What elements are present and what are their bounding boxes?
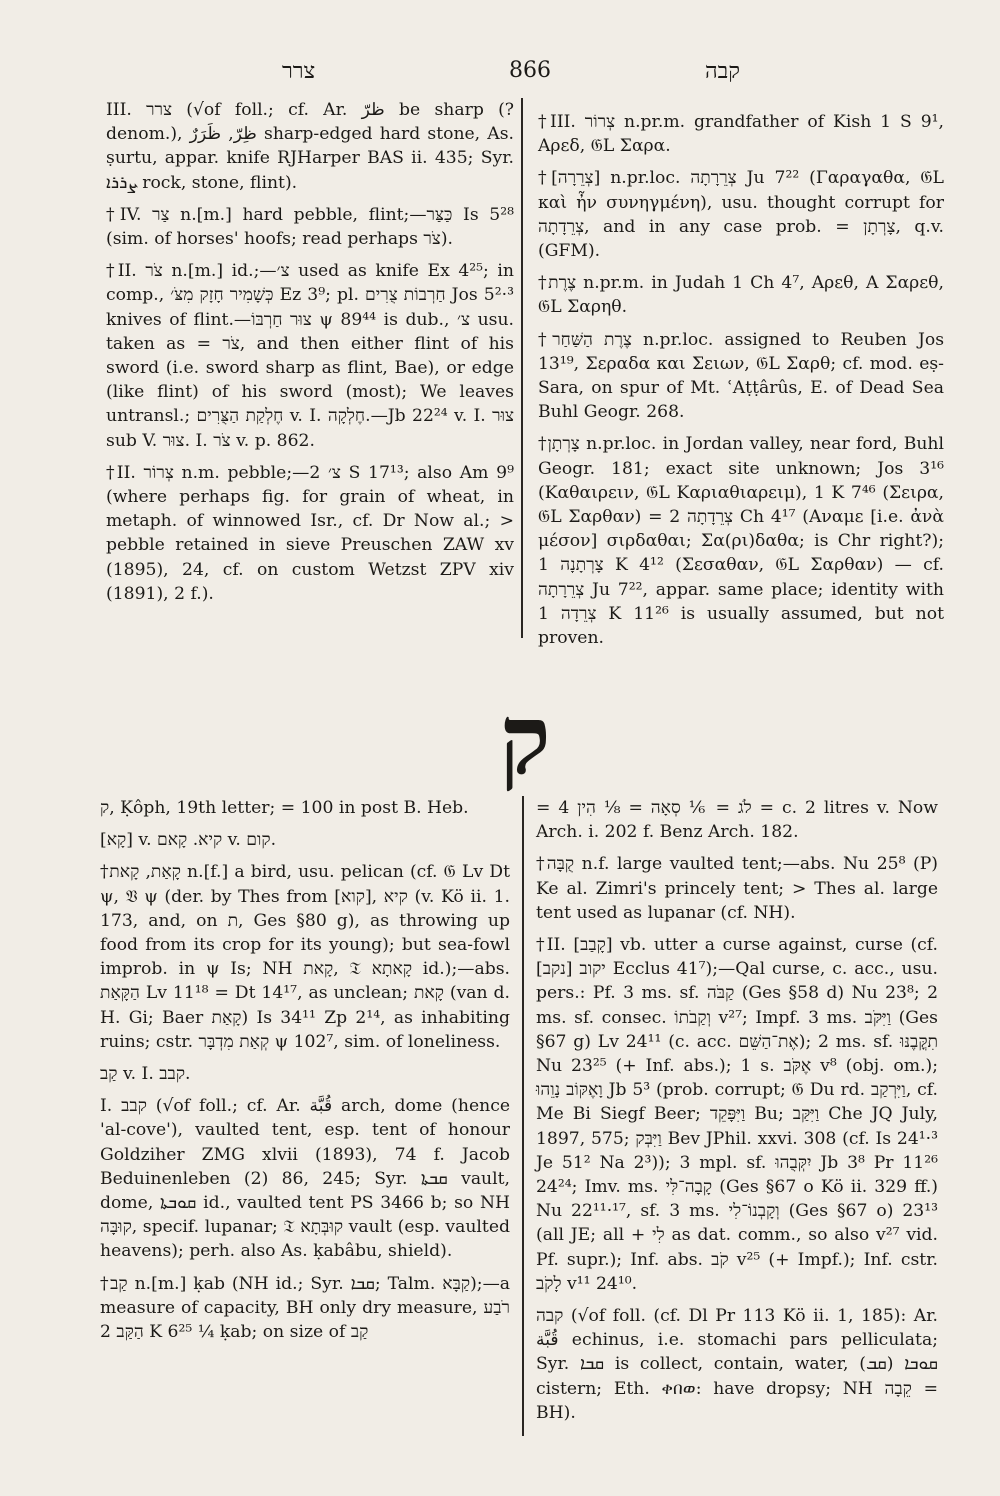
- page-number: 866: [509, 58, 551, 83]
- column-top-left: [106, 98, 514, 614]
- entry: [קָא] v. קיא. קָאם v. קום.: [100, 830, 277, 851]
- entry: †II. צְרוֹר n.m. pebble;—צ׳ 2 S 17¹³; also Am 9⁹ (where perhaps fig. for grain of wheat, in metaph. of winnowed Isr., cf. Dr Now al.; > pebble retained in sieve Preuschen ZAW xv (1895), 24, cf. on custom Wetzst ZPV xiv (1891), 2 f.).: [106, 462, 514, 604]
- entry: †III. צְרוֹר n.pr.m. grandfather of Kish 1 S 9¹, Αρεδ, 𝔊L Σαρα.: [538, 112, 945, 157]
- entry: †צֶרֶת n.pr.m. in Judah 1 Ch 4⁷, Αρεθ, A Σαρεθ, 𝔊L Σαρηθ.: [538, 273, 944, 318]
- entry: †II. צֹר n.[m.] id.;—צ׳ used as knife Ex 4²⁵; in comp., כְּשָׁמִיר חָזָק מִצֹּ׳ Ez 3⁹; pl. חַרְבוֹת צֻרִים Jos 5²·³ knives of flint.—צוּר חַרְבּוֹ ψ 89⁴⁴ is dub., צ׳ usu. taken as = צֹר, and then either flint of his sword (i.e. sword sharp as flint, Bae), or edge (like flint) of his sword (most); We leaves untransl.; חֶלְקַת הַצֻּרִים v. I. חֶלְקָה.—Jb 22²⁴ v. I. צוּר sub V. צוּר. I. צֹר v. p. 862.: [106, 261, 514, 451]
- column-top-right: [538, 110, 944, 658]
- entry: †צָרְתָן n.pr.loc. in Jordan valley, near ford, Buhl Geogr. 181; exact site unknown; Jos 3¹⁶ (Καθαιρειν, 𝔊L Καριαθιαρειμ), 1 K 7⁴⁶ (Σειρα, 𝔊L Σαρθαν) = צְרֵדָתָה 2 Ch 4¹⁷ (Αναμε [i.e. ἀνὰ μέσον] σιρδαθαι; Σα(ρι)δαθα; is Chr right?); צָרְתָנָה 1 K 4¹² (Σεσαθαν, 𝔊L Σαρθαν) — cf. צְרֵרָתָה Ju 7²², appar. same place; identity with צְרֵדָה 1 K 11²⁶ is usually assumed, but not proven.: [538, 434, 944, 649]
- section-letter: ק: [499, 683, 551, 796]
- entry: †[צְרֵרָה] n.pr.loc. צְרֵרָתָה Ju 7²² (Γαραγαθα, 𝔊L καὶ ἦν συνηγμένη), usu. thought corrupt for צְרֵדָתָה, and in any case prob. = צָרְתָן, q.v. (GFM).: [538, 168, 944, 262]
- entry: †IV. צַר n.[m.] hard pebble, flint;—כַּצַּר Is 5²⁸ (sim. of horses' hoofs; read perhaps צֹר).: [106, 204, 514, 250]
- column-bottom-right: [536, 796, 938, 1433]
- entry: I. קבב (√of foll.; cf. Ar. قُبَّة arch, dome (hence 'al-cove'), vaulted tent, esp. tent of honour Goldziher ZMG xlvii (1893), 74 f. Jacob Beduinenleben (2) 86, 245; Syr. ܩܒܬܐ vault, dome, ܩܘܒܬܐ id., vaulted tent PS 3466 b; so NH קוּבָּה, specif. lupanar; 𝔗 קוּבְּתָא vault (esp. vaulted heavens); perh. also As. ḳabâbu, shield).: [100, 1096, 510, 1262]
- entry: †II. [קָבַב] vb. utter a curse against, curse (cf. [נקב] יקוב Ecclus 41⁷);—Qal curse, c. acc., usu. pers.: Pf. 3 ms. sf. קַבֹּה (Ges §58 d) Nu 23⁸; 2 ms. sf. consec. וְקַבֹתוֹ v²⁷; Impf. 3 ms. וַיִּקֹּב (Ges §67 g) Lv 24¹¹ (c. acc. אֶת־הַשֵּׁם); 2 ms. sf. תִקֳּבֶנּוּ Nu 23²⁵ (+ Inf. abs.); 1 s. אֶקֹּב v⁸ (obj. om.); וָאֶקּוֹב נָוֵהוּ Jb 5³ (prob. corrupt; 𝔊 Du rd. וַיִּרְקַב, cf. Me Bi Siegf Beer; וַיִּפָּקֵד Bu; וַיִּקַּב Che JQ July, 1897, 575; וַיִּבְּק Bev JPhil. xxvi. 308 (cf. Is 24¹·³ Je 51² Na 2³)); 3 mpl. sf. יִקְּבֻהוּ Jb 3⁸ Pr 11²⁶ 24²⁴; Imv. ms. קָבָה־לִּי (Ges §67 o Kö ii. 329 ff.) Nu 22¹¹·¹⁷, sf. 3 ms. וְקָבְנוֹ־לִי (Ges §67 o) 23¹³ (all JE; all + לִי as dat. comm., so also v²⁷ vid. Pf. supr.); Inf. abs. קֹב v²⁵ (+ Impf.); Inf. cstr. לָקֹב v¹¹ 24¹⁰.: [536, 935, 939, 1294]
- entry: III. צרר (√of foll.; cf. Ar. ظرّ be sharp (? denom.), ظِرّ, ظَرَرٌ sharp-edged hard stone, As. ṣurtu, appar. knife RJHarper BAS ii. 435; Syr. ܨܪܪܐ rock, stone, flint).: [106, 100, 515, 193]
- entry: †קַב n.[m.] ḳab (NH id.; Syr. ܩܒܐ; Talm. קַבָּא);—a measure of capacity, BH only dry measure, רֹבַע הַקַּב 2 K 6²⁵ ¼ ḳab; on size of קַב: [100, 1273, 511, 1343]
- entry: †קֻבָּה n.f. large vaulted tent;—abs. Nu 25⁸ (P) Ke al. Zimri's princely tent; > Thes al. large tent used as lupanar (cf. NH).: [536, 854, 939, 923]
- entry: †קָאַת, קָאת n.[f.] a bird, usu. pelican (cf. 𝔊 Lv Dt ψ, 𝔙 ψ (der. by Thes from [קוא], קיא (v. Kö ii. 1. 173, and, on ת, Ges §80 g), as throwing up food from its crop for its young); but sea-fowl improb. in ψ Is; NH קָאת, 𝔗 קָאתָא id.);—abs. הַקָּאַת Lv 11¹⁸ = Dt 14¹⁷, as unclean; קָאת (van d. H. Gi; Baer קָאַת) Is 34¹¹ Zp 2¹⁴, as inhabiting ruins; cstr. קְאַת מִדְבָּר ψ 102⁷, sim. of loneliness.: [100, 862, 511, 1052]
- running-head-left: צרר: [282, 59, 316, 84]
- running-head-right: קבה: [705, 59, 741, 84]
- entry: = 4 לֹג = ⅙ סְאָה = ⅛ הִין = c. 2 litres v. Now Arch. i. 202 f. Benz Arch. 182.: [536, 798, 938, 843]
- column-divider-bottom: [522, 796, 524, 1436]
- entry: קבה (√of foll. (cf. Dl Pr 113 Kö ii. 1, 185): Ar. قُبَّة echinus, i.e. stomachi pars pelliculata; Syr. ܩܒܐ is collect, contain, water, ܩܘܒܐ (ܩܒ) cistern; Eth. ቀበወ: have dropsy; NH קֵבָה = BH).: [536, 1306, 939, 1423]
- entry: ק, Ḳôph, 19th letter; = 100 in post B. Heb.: [100, 798, 469, 818]
- entry: †צֶרֶת הַשַּׁחַר n.pr.loc. assigned to Reuben Jos 13¹⁹, Σεραδα και Σειων, 𝔊L Σαρθ; cf. mod. eṣ-Sara, on spur of Mt. ʿAṭṭârûs, E. of Dead Sea Buhl Geogr. 268.: [538, 329, 945, 423]
- column-divider-top: [521, 98, 523, 638]
- entry: קַב v. I. קבב.: [100, 1064, 191, 1085]
- column-bottom-left: [100, 796, 510, 1352]
